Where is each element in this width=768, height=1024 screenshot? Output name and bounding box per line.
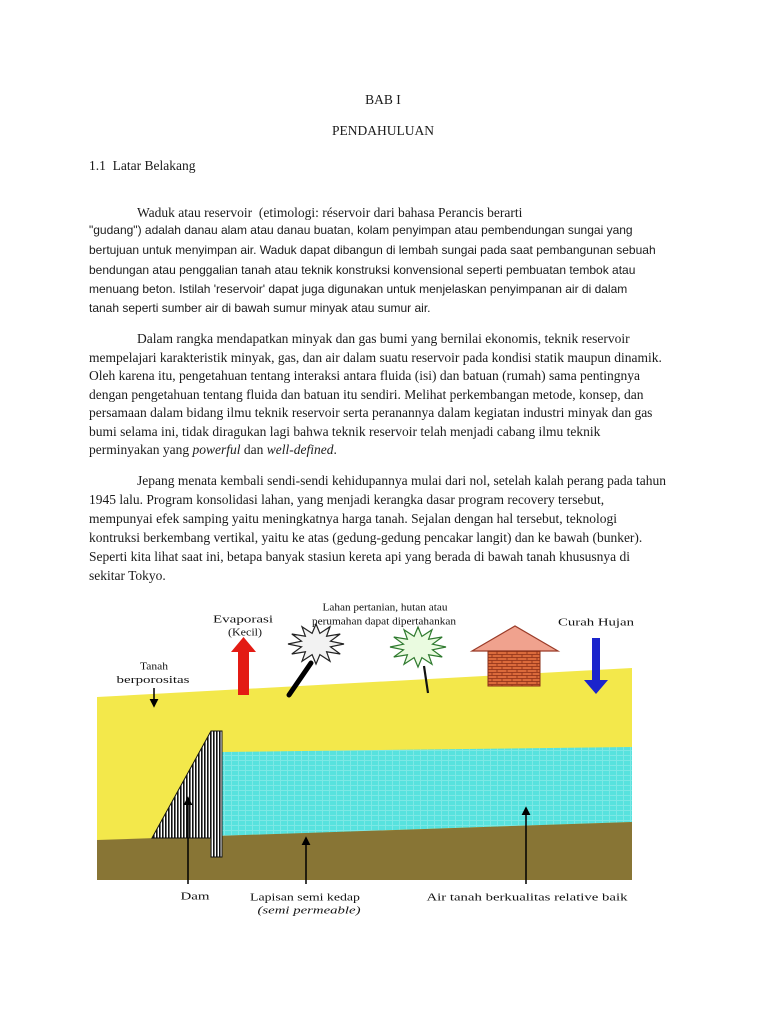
- closing-text: perminyakan yang: [89, 442, 193, 457]
- porous-soil-label: Tanah: [140, 660, 169, 673]
- tree-canopy-icon: [390, 627, 446, 667]
- chapter-label: BAB I: [365, 92, 401, 107]
- closing-text: .: [333, 442, 337, 457]
- tree-canopy-icon: [288, 624, 344, 664]
- house-body-icon: [488, 651, 540, 686]
- evaporation-arrow-icon: [231, 637, 256, 695]
- paragraph-line: 1945 lalu. Program konsolidasi lahan, yang menjadi kerangka dasar program recovery tersebut,: [89, 492, 605, 507]
- paragraph-line: dengan pengetahuan tentang fluida dan batuan itu sendiri. Melihat perkembangan metode, konsep, dan: [89, 387, 644, 402]
- paragraph-line: sekitar Tokyo.: [89, 568, 166, 583]
- paragraph-line: "gudang") adalah danau alam atau danau buatan, kolam penyimpan atau pembendungan sungai yang: [89, 223, 633, 237]
- groundwater-texture: [220, 747, 632, 836]
- groundwater-label: Air tanah berkualitas relative baik: [426, 891, 629, 904]
- paragraph-line: mempunyai efek samping yaitu meningkatnya harga tanah. Sejalan dengan hal tersebut, teknologi: [89, 511, 617, 526]
- paragraph-line: mempelajari karakteristik minyak, gas, dan air dalam suatu reservoir pada kondisi statik maupun dinamik.: [89, 350, 662, 365]
- paragraph-line: [89, 442, 337, 458]
- section-heading: 1.1 Latar Belakang: [89, 158, 196, 173]
- paragraph-line: Oleh karena itu, pengetahuan tentang interaksi antara fluida (isi) dan batuan (rumah) sama pentingnya: [89, 368, 641, 383]
- rainfall-label: Curah Hujan: [558, 616, 635, 629]
- dam-label: Dam: [180, 890, 211, 903]
- paragraph-line: menuang beton. Istilah 'reservoir' dapat juga digunakan untuk menjelaskan penyimpanan air di dalam: [89, 282, 628, 296]
- paragraph-line: kontruksi berkembang vertikal, yaitu ke atas (gedung-gedung pencakar langit) dan ke bawah (bunker).: [89, 530, 643, 545]
- semi-layer-label: Lapisan semi kedap: [250, 891, 361, 904]
- porous-soil-label: berporositas: [116, 674, 190, 686]
- paragraph-line: bendungan atau penggalian tanah atau teknik konstruksi konvensional seperti pembuatan tembok atau: [89, 263, 636, 277]
- paragraph-line: Jepang menata kembali sendi-sendi kehidupannya mulai dari nol, setelah kalah perang pada tahun: [137, 473, 666, 488]
- paragraph-line: tanah seperti sumber air di bawah sumur minyak atau sumur air.: [89, 301, 431, 315]
- emphasized-term: well-defined: [266, 442, 334, 457]
- emphasized-term: powerful: [192, 442, 241, 457]
- closing-text: dan: [240, 442, 267, 457]
- paragraph-line: Waduk atau reservoir (etimologi: réservoir dari bahasa Perancis berarti: [137, 205, 523, 220]
- paragraph-line: persamaan dalam bidang ilmu teknik reservoir serta peranannya dalam kegiatan industri minyak dan gas: [89, 405, 653, 420]
- paragraph-line: bumi selama ini, tidak diragukan lagi bahwa teknik reservoir telah menjadi cabang ilmu teknik: [89, 424, 601, 439]
- chapter-title: PENDAHULUAN: [332, 123, 434, 138]
- land-use-label: Lahan pertanian, hutan atau: [322, 601, 449, 614]
- paragraph-line: bertujuan untuk menyimpan air. Waduk dapat dibangun di lembah sungai pada saat pembangunan sebuah: [89, 243, 656, 257]
- house-roof-icon: [472, 626, 558, 651]
- evaporation-note-label: (Kecil): [228, 626, 263, 639]
- paragraph-line: Dalam rangka mendapatkan minyak dan gas bumi yang bernilai ekonomis, teknik reservoir: [137, 331, 630, 346]
- paragraph-line: Seperti kita lihat saat ini, betapa banyak stasiun kereta api yang berada di bawah tanah khususnya di: [89, 549, 630, 564]
- evaporation-label: Evaporasi: [213, 613, 273, 626]
- land-use-label: perumahan dapat dipertahankan: [312, 615, 457, 628]
- semi-layer-note-label: (semi permeable): [257, 904, 361, 917]
